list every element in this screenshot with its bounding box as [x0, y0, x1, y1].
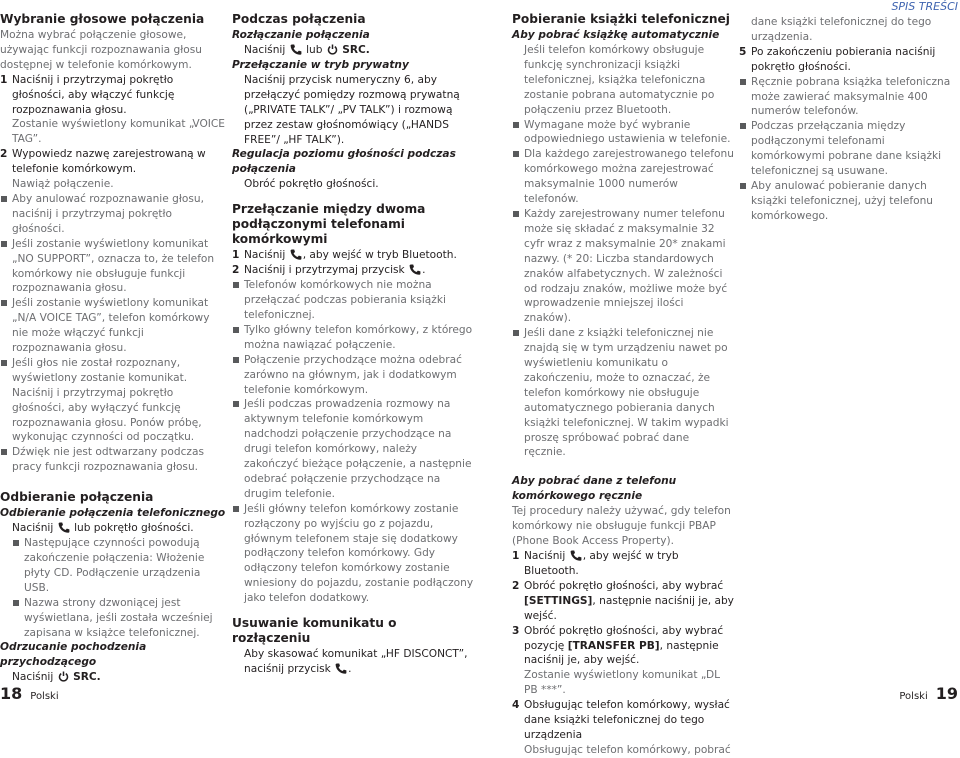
step-2-note: Nawiąż połączenie. [12, 178, 114, 191]
private-mode-text: Naciśnij przycisk numeryczny 6, aby przełączyć pomiędzy rozmową prywatną („PRIVATE TALK”/ „PV TALK”) i rozmową przez zestaw głośnomówiący („HANDS FREE”/ „HF TALK”). [244, 73, 460, 146]
phone-icon [58, 522, 70, 533]
list-item: Podczas przełączania między podłączonymi telefonami komórkowymi pobrane dane książki telefonicznej są usuwane. [739, 119, 960, 179]
subheading-auto: Aby pobrać książkę automatycznie [512, 29, 720, 41]
list-item: Dźwięk nie jest odtwarzany podczas pracy funkcji rozpoznawania głosu. [0, 445, 226, 475]
phone-icon [335, 663, 347, 674]
list-item: Jeśli główny telefon komórkowy zostanie rozłączony po wyjściu go z pojazdu, głównym telefonem staje się dodatkowy podłączony telefon komórkowy. Gdy odłączony telefon komórkowy zostanie wniesiony do pojazdu, zostanie podłączony jako telefon dodatkowy. [232, 502, 474, 606]
list-item: Każdy zarejestrowany numer telefonu może się składać z maksymalnie 32 cyfr wraz z maksymalnie 20* znakami nazwy. (* 20: Liczba standardowych znaków alfabetycznych. W zależności od rodzaju znaków, możliwe może być wprowadzenie mniejszej ilości znaków). [512, 207, 734, 326]
list-item: Telefonów komórkowych nie można przełączać podczas pobierania książki telefonicznej. [232, 278, 474, 323]
step-2: 2 Wypowiedz nazwę zarejestrowaną w telefonie komórkowym. [0, 148, 206, 176]
subheading-reject: Odrzucanie pochodzenia przychodzącego [0, 641, 147, 669]
intro-text: Można wybrać połączenie głosowe, używając funkcji rozpoznawania głosu dostępnej w telefonie komórkowym. [0, 29, 202, 71]
answer-instruction: Naciśnij lub pokrętło głośności. [12, 522, 194, 535]
clear-disconnect-text: Aby skasować komunikat „HF DISCONCT”, naciśnij przycisk . [244, 648, 468, 675]
power-icon [58, 671, 69, 682]
subheading-private-mode: Przełączanie w tryb prywatny [232, 58, 409, 71]
heading-during-call: Podczas połączenia [232, 12, 366, 26]
subheading-manual: Aby pobrać dane z telefonu komórkowego ręcznie [512, 475, 677, 503]
volume-text: Obróć pokrętło głośności. [244, 178, 379, 191]
step-1: 1 Naciśnij i przytrzymaj pokrętło głośności, aby włączyć funkcję rozpoznawania głosu. [0, 73, 175, 116]
list-item: Aby anulować pobieranie danych książki telefonicznej, użyj telefonu komórkowego. [739, 179, 960, 224]
list-item: Nazwa strony dzwoniącej jest wyświetlana, jeśli została wcześniej zapisana w książce telefonicznej. [0, 596, 226, 641]
subheading-answer: Odbieranie połączenia telefonicznego [0, 507, 226, 520]
language-label-left: Polski [30, 691, 59, 702]
step-2: 2 Obróć pokrętło głośności, aby wybrać [SETTINGS], następnie naciśnij je, aby wejść. [512, 579, 734, 622]
column-phonebook [512, 12, 734, 758]
disconnect-instruction: Naciśnij lub SRC. [244, 44, 370, 56]
footer-right [891, 684, 958, 703]
list-item: Połączenie przychodzące można odebrać zarówno na głównym, jak i dodatkowym telefonie komórkowym. [232, 353, 474, 398]
subheading-disconnect: Rozłączanie połączenia [232, 29, 370, 41]
list-item: Jeśli dane z książki telefonicznej nie znajdą się w tym urządzeniu nawet po wyświetleniu komunikatu o zakończeniu, może to oznaczać, że telefon komórkowy nie obsługuje automatycznego pobierania danych książki telefonicznej. W takim wypadki proszę spróbować pobrać dane ręcznie. [512, 326, 734, 460]
heading-phonebook: Pobieranie książki telefonicznej [512, 12, 730, 26]
step-1: 1 Naciśnij , aby wejść w tryb Bluetooth. [232, 249, 457, 262]
list-item: Jeśli zostanie wyświetlony komunikat „N/A VOICE TAG”, telefon komórkowy nie może włączyć funkcji rozpoznawania głosu. [0, 296, 226, 356]
list-item: Jeśli głos nie został rozpoznany, wyświetlony zostanie komunikat. Naciśnij i przytrzymaj pokrętło głośności, aby wyłączyć funkcję rozpoznawania głosu. Ponów próbę, wykonując czynności od początku. [0, 356, 226, 445]
list-item: Wymagane może być wybranie odpowiedniego ustawienia w telefonie. [512, 118, 734, 148]
list-item: Aby anulować rozpoznawanie głosu, naciśnij i przytrzymaj pokrętło głośności. [0, 192, 226, 237]
manual-text: Tej procedury należy używać, gdy telefon komórkowy nie obsługuje funkcji PBAP (Phone Book Access Property). [512, 505, 731, 548]
list-item: Tylko główny telefon komórkowy, z którego można nawiązać połączenie. [232, 323, 474, 353]
column-voice-dial [0, 12, 226, 685]
step-1-note: Zostanie wyświetlony komunikat „VOICE TAG”. [12, 118, 226, 146]
step-5: 5 Po zakończeniu pobierania naciśnij pokrętło głośności. [739, 45, 936, 73]
heading-voice-dial: Wybranie głosowe połączenia [0, 12, 205, 26]
reject-instruction: Naciśnij SRC. [12, 671, 101, 684]
step-4: 4 Obsługując telefon komórkowy, wysłać dane książki telefonicznej do tego urządzenia [512, 699, 730, 741]
list-item: Następujące czynności powodują zakończenie połączenia: Włożenie płyty CD. Podłączenie urządzenia USB. [0, 536, 226, 596]
step-2: 2 Naciśnij i przytrzymaj przycisk . [232, 264, 426, 277]
phone-icon [290, 44, 302, 55]
step-4-note-cont: dane książki telefonicznej do tego urządzenia. [751, 16, 932, 43]
list-item: Jeśli podczas prowadzenia rozmowy na aktywnym telefonie komórkowym nadchodzi połączenie przychodzące na drugi telefon komórkowy, należy zakończyć bieżące połączenie, a następnie odebrać połączenie przychodzące na drugim telefonie. [232, 397, 474, 501]
table-of-contents-link[interactable]: SPIS TREŚCI [891, 0, 958, 13]
page-number-left: 18 [0, 684, 23, 703]
auto-text: Jeśli telefon komórkowy obsługuje funkcję synchronizacji książki telefonicznej, książka telefoniczna zostanie pobrana automatycznie po połączeniu przez Bluetooth. [524, 44, 715, 116]
step-4-note: Obsługując telefon komórkowy, pobrać [524, 743, 731, 756]
heading-answer-call: Odbieranie połączenia [0, 490, 154, 505]
list-item: Ręcznie pobrana książka telefoniczna może zawierać maksymalnie 400 numerów telefonów. [739, 75, 960, 120]
heading-clear-disconnect: Usuwanie komunikatu o rozłączeniu [232, 616, 397, 646]
phone-icon [409, 264, 421, 275]
step-3: 3 Obróć pokrętło głośności, aby wybrać pozycję [TRANSFER PB], następnie naciśnij je, aby wejść. [512, 624, 724, 667]
language-label-right: Polski [899, 691, 928, 702]
phone-icon [290, 249, 302, 260]
list-item: Jeśli zostanie wyświetlony komunikat „NO SUPPORT”, oznacza to, że telefon komórkowy nie obsługuje funkcji rozpoznawania głosu. [0, 237, 226, 297]
step-3-note: Zostanie wyświetlony komunikat „DL PB ***”. [524, 669, 721, 697]
step-1: 1 Naciśnij , aby wejść w tryb Bluetooth. [512, 550, 679, 577]
page-number-right: 19 [935, 684, 958, 703]
phone-icon [570, 550, 582, 561]
power-icon [327, 44, 338, 55]
subheading-volume: Regulacja poziomu głośności podczas połączenia [232, 148, 456, 176]
heading-switch-phones: Przełączanie między dwoma podłączonymi telefonami komórkowymi [232, 202, 426, 247]
footer-left [0, 684, 67, 703]
column-during-call [232, 12, 474, 677]
column-phonebook-cont [739, 15, 960, 224]
list-item: Dla każdego zarejestrowanego telefonu komórkowego można zarejestrować maksymalnie 1000 numerów telefonów. [512, 147, 734, 207]
